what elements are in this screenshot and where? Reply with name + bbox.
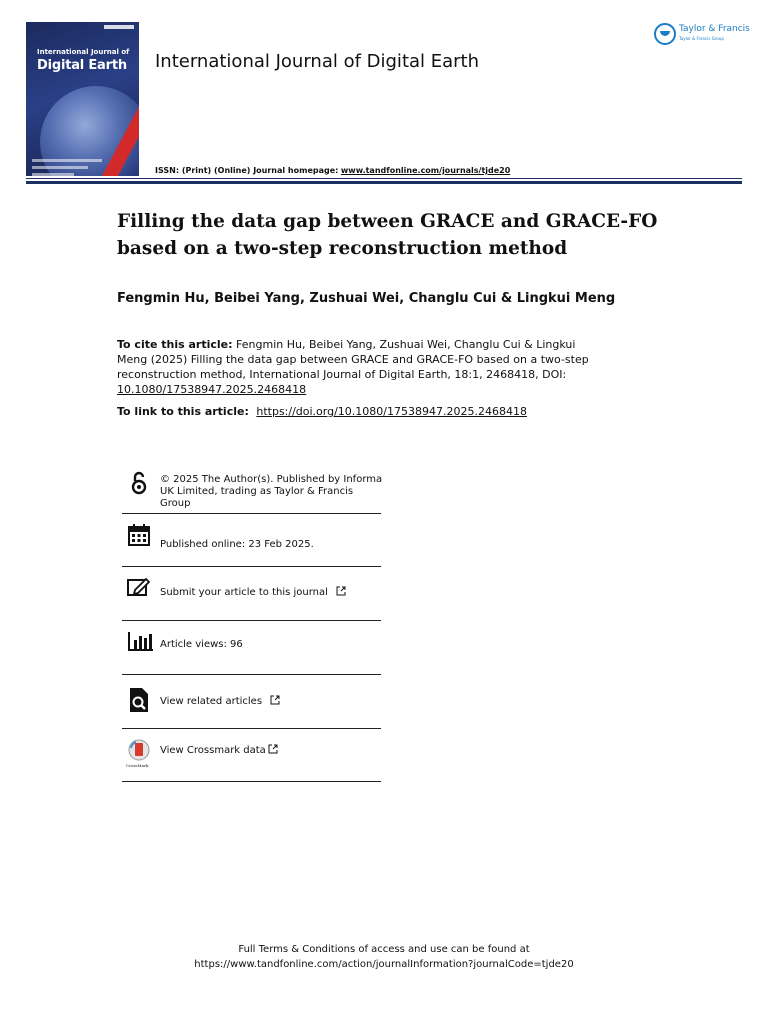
article-views-text: Article views: 96	[160, 639, 243, 650]
submit-article-link[interactable]	[160, 586, 346, 599]
header-divider-thick	[26, 181, 742, 184]
external-link-icon	[336, 586, 346, 599]
article-link-line	[117, 405, 527, 418]
journal-homepage-link[interactable]: www.tandfonline.com/journals/tjde20	[340, 166, 511, 175]
terms-footer	[0, 942, 768, 972]
journal-cover-image	[26, 22, 139, 176]
crossmark-icon	[126, 739, 152, 769]
cite-text: Fengmin Hu, Beibei Yang, Zushuai Wei, Changlu Cui & Lingkui Meng (2025) Filling the data gap between GRACE and GRACE-FO based on a two-step reconstruction method, International Journal of Digital Earth, 18:1, 2468418, DOI:	[117, 338, 589, 381]
published-date-text: Published online: 23 Feb 2025.	[160, 538, 314, 550]
publisher-group: Taylor & Francis Group	[679, 36, 724, 41]
open-access-icon	[126, 470, 152, 496]
related-articles-link[interactable]	[160, 695, 280, 708]
terms-footer-line1: Full Terms & Conditions of access and use can be found at	[238, 944, 530, 955]
taylor-francis-icon	[654, 23, 676, 45]
citation-block	[117, 337, 597, 397]
article-info-list	[122, 466, 381, 782]
article-authors: Fengmin Hu, Beibei Yang, Zushuai Wei, Changlu Cui & Lingkui Meng	[117, 291, 616, 306]
related-articles-label: View related articles	[160, 696, 263, 707]
article-title-line2: based on a two-step reconstruction method	[117, 238, 568, 259]
open-access-row	[122, 466, 381, 514]
crossmark-link[interactable]	[160, 744, 278, 757]
cover-title-line2: Digital Earth	[37, 58, 127, 73]
cite-doi-link[interactable]: 10.1080/17538947.2025.2468418	[117, 383, 307, 396]
article-doi-link[interactable]: https://doi.org/10.1080/17538947.2025.2468418	[256, 405, 527, 418]
article-title	[117, 208, 677, 262]
external-link-icon	[268, 744, 278, 757]
issn-line	[155, 166, 510, 175]
article-views-row	[122, 621, 381, 675]
cite-label: To cite this article:	[117, 338, 233, 351]
issn-label: ISSN: (Print) (Online) Journal homepage:	[155, 166, 339, 175]
cover-text-lines	[32, 159, 102, 176]
external-link-icon	[270, 695, 280, 708]
submit-article-label: Submit your article to this journal	[160, 587, 328, 598]
article-title-line1: Filling the data gap between GRACE and GRACE-FO	[117, 211, 658, 232]
search-document-icon	[126, 687, 152, 713]
submit-article-row[interactable]	[122, 567, 381, 621]
publisher-name: Taylor & Francis	[679, 24, 750, 34]
header-divider-thin	[26, 178, 742, 179]
edit-icon	[126, 575, 152, 601]
publisher-logo[interactable]	[654, 23, 750, 47]
link-label: To link to this article:	[117, 405, 249, 418]
crossmark-label: View Crossmark data	[160, 745, 266, 756]
bar-chart-icon	[126, 628, 152, 654]
terms-footer-url[interactable]: https://www.tandfonline.com/action/journalInformation?journalCode=tjde20	[194, 959, 574, 970]
journal-title[interactable]: International Journal of Digital Earth	[155, 51, 480, 72]
related-articles-row[interactable]	[122, 675, 381, 729]
cover-top-bar	[104, 25, 134, 29]
open-access-text: © 2025 The Author(s). Published by Informa UK Limited, trading as Taylor & Francis Group	[160, 474, 383, 509]
crossmark-caption: CrossMark	[126, 763, 149, 768]
calendar-icon	[126, 522, 152, 548]
published-row	[122, 514, 381, 567]
crossmark-row[interactable]	[122, 729, 381, 782]
cover-title-line1: International Journal of	[37, 48, 130, 56]
